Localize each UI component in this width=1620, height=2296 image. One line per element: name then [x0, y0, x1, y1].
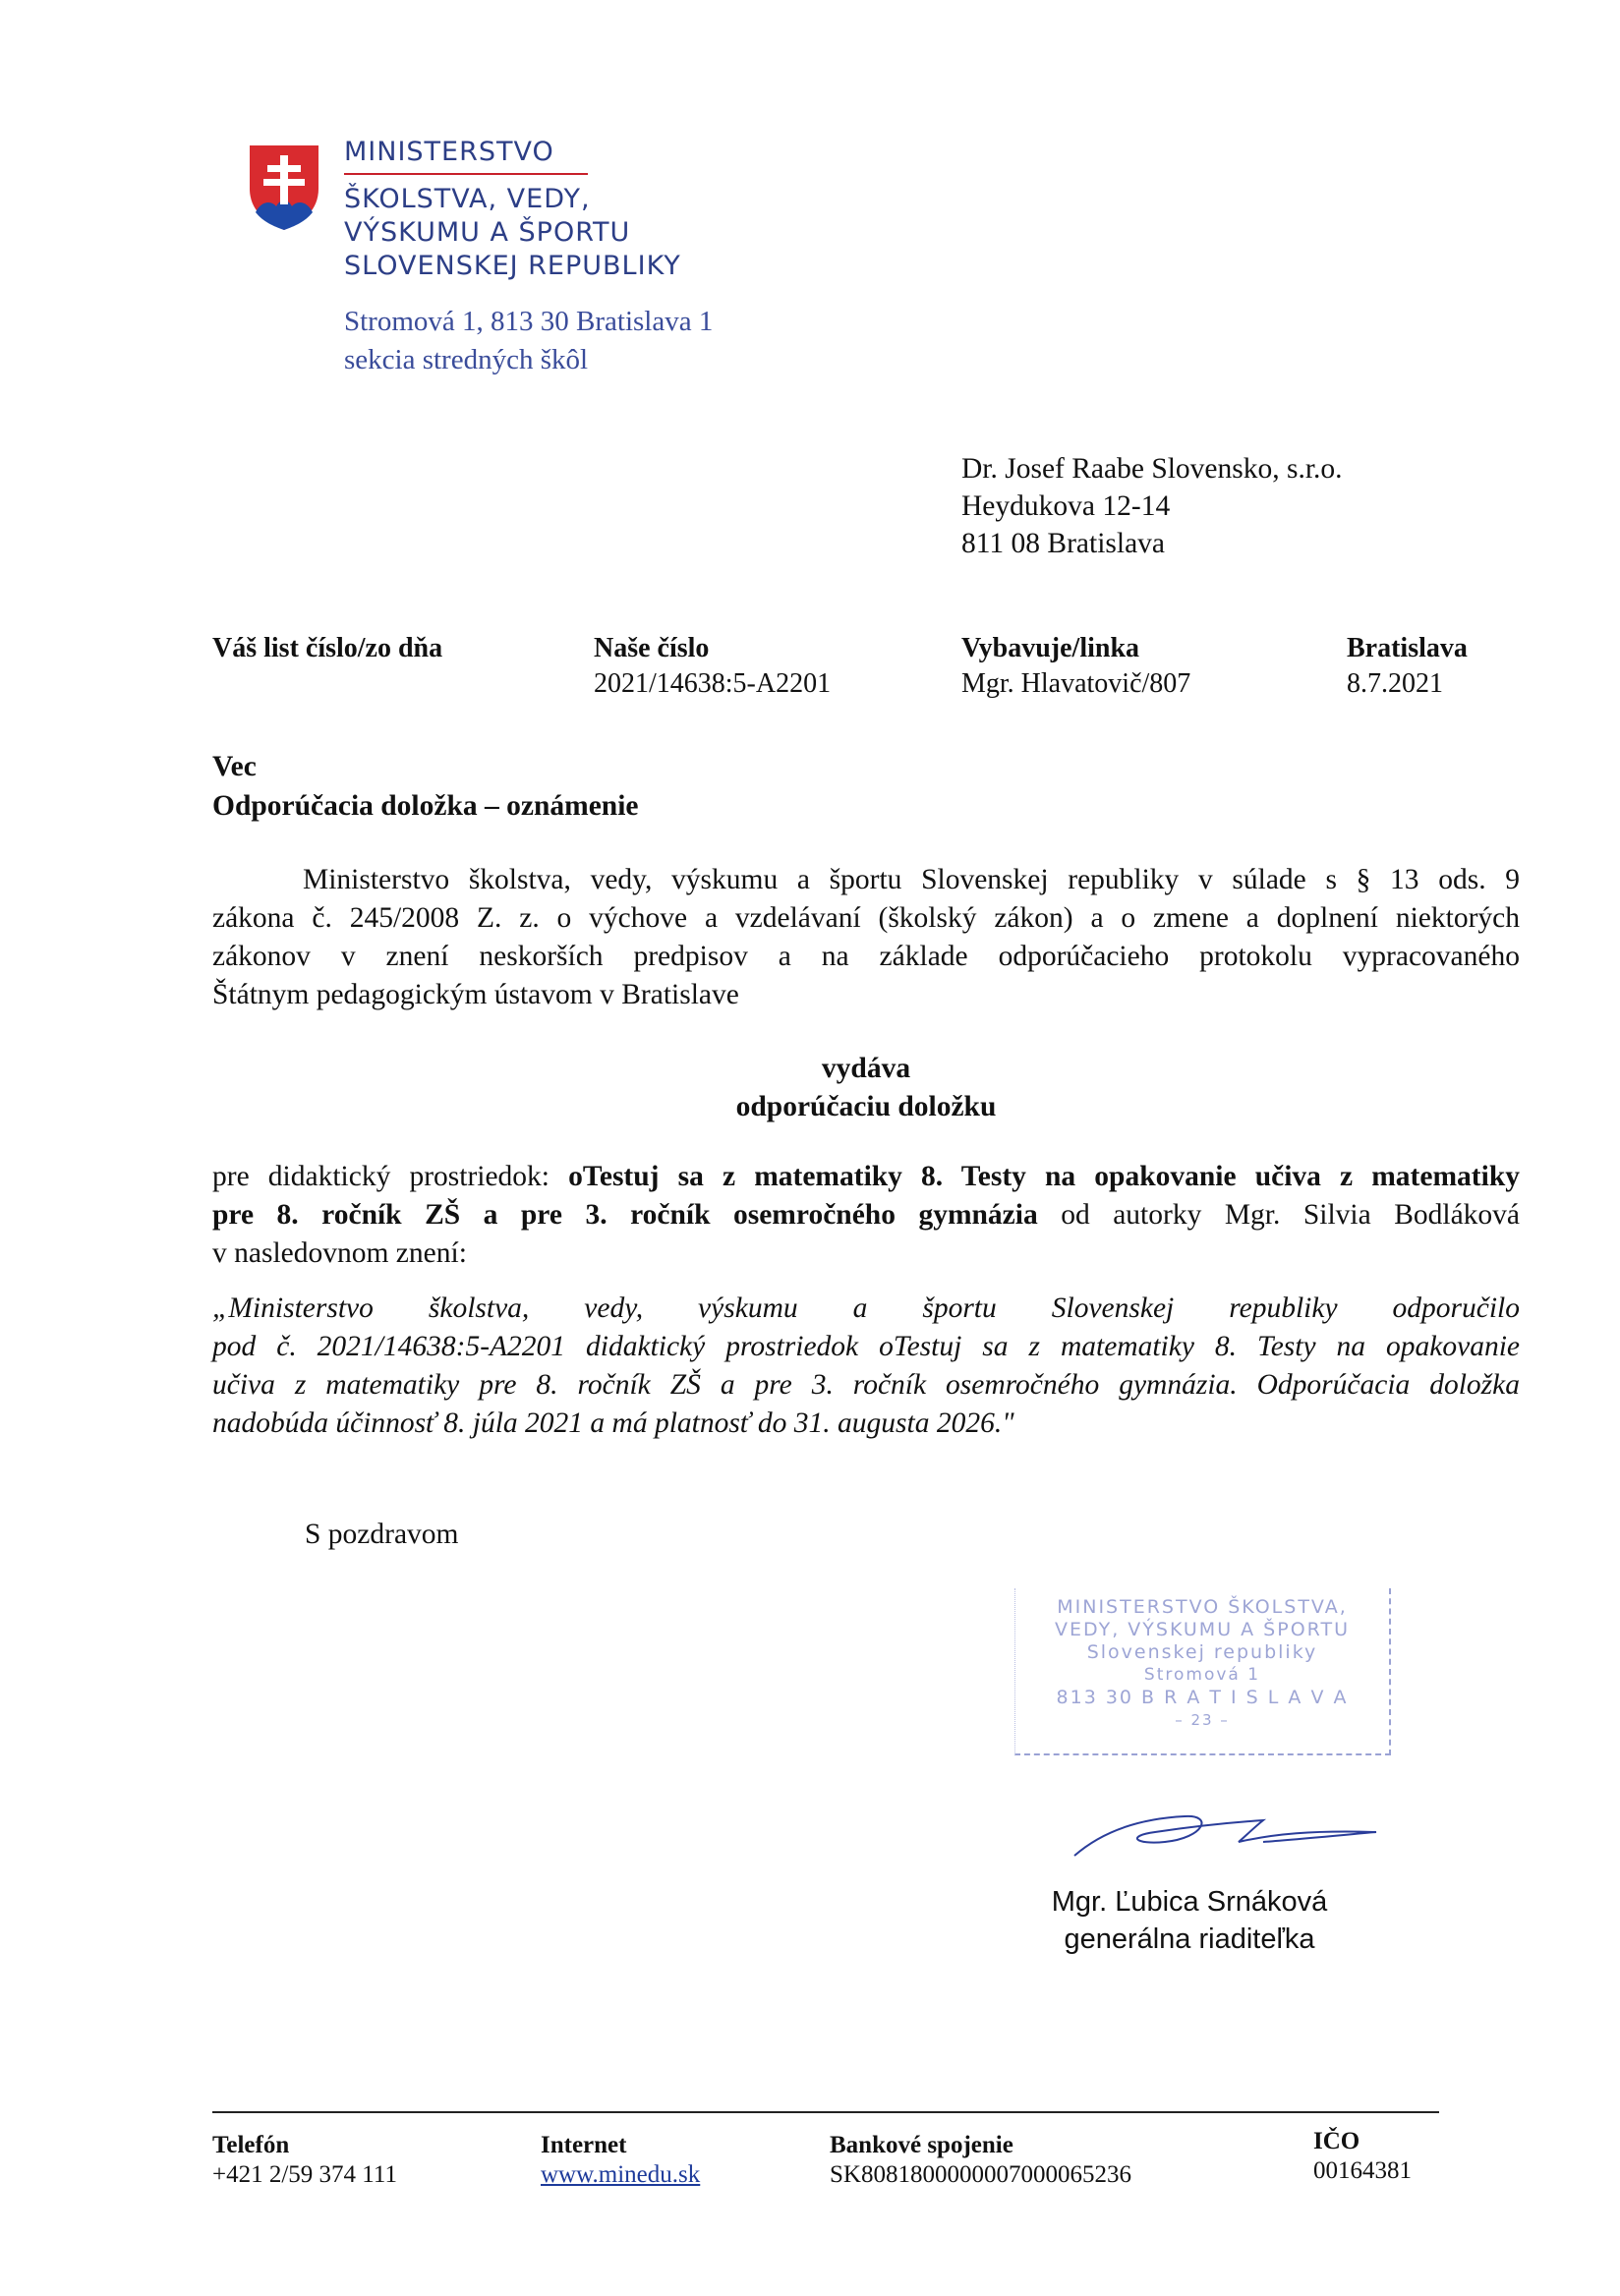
- official-stamp: [1014, 1588, 1391, 1755]
- purpose-line-2-bold: pre 8. ročník ZŠ a pre 3. ročník osemročného gymnázia: [212, 1199, 1038, 1231]
- footer-internet-label: Internet: [541, 2132, 627, 2158]
- quote-line-2: pod č. 2021/14638:5-A2201 didaktický prostriedok oTestuj sa z matematiky 8. Testy na opakovanie: [212, 1331, 1520, 1362]
- purpose-paragraph: [212, 1158, 1520, 1273]
- footer-internet-link[interactable]: www.minedu.sk: [541, 2161, 701, 2188]
- issue-line-1: vydáva: [821, 1053, 911, 1084]
- subject-title: Odporúčacia doložka – oznámenie: [212, 790, 639, 822]
- stamp-line-6: – 23 –: [1175, 1711, 1230, 1729]
- footer-bank-label: Bankové spojenie: [830, 2132, 1013, 2158]
- handwritten-signature: [1067, 1799, 1391, 1867]
- ref-our-number-label: Naše číslo: [594, 633, 710, 663]
- ref-your-letter-label: Váš list číslo/zo dňa: [212, 633, 443, 663]
- intro-line-2: zákona č. 245/2008 Z. z. o výchove a vzdelávaní (školský zákon) a o zmene a doplnení niektorých: [212, 902, 1520, 934]
- recipient-line-3: 811 08 Bratislava: [961, 528, 1166, 559]
- issue-heading: [212, 1050, 1520, 1126]
- letterhead-rule: [344, 173, 588, 175]
- purpose-line-1-normal: pre didaktický prostriedok:: [212, 1161, 569, 1192]
- subject-label: Vec: [212, 751, 257, 782]
- intro-line-1: Ministerstvo školstva, vedy, výskumu a športu Slovenskej republiky v súlade s § 13 ods. 9: [303, 864, 1520, 895]
- signatory-role: generálna riaditeľka: [1064, 1923, 1315, 1955]
- quote-line-4: nadobúda účinnosť 8. júla 2021 a má platnosť do 31. augusta 2026.": [212, 1407, 1014, 1439]
- stamp-line-4: Stromová 1: [1143, 1665, 1261, 1685]
- purpose-line-3: v nasledovnom znení:: [212, 1237, 467, 1269]
- ref-place-label: Bratislava: [1347, 633, 1468, 663]
- intro-line-4: Štátnym pedagogickým ústavom v Bratislave: [212, 979, 739, 1010]
- signatory-name: Mgr. Ľubica Srnáková: [1051, 1886, 1328, 1918]
- purpose-line-2: [212, 1196, 1520, 1234]
- issue-line-2: odporúčaciu doložku: [735, 1091, 997, 1122]
- ref-place-date: [1347, 631, 1468, 702]
- purpose-line-2-normal: od autorky Mgr. Silvia Bodláková: [1037, 1199, 1521, 1231]
- closing-greeting: S pozdravom: [305, 1519, 459, 1550]
- ref-our-number-value: 2021/14638:5-A2201: [594, 668, 832, 699]
- intro-paragraph: [212, 861, 1520, 1014]
- footer-ico-value: 00164381: [1313, 2157, 1412, 2184]
- footer-bank-value: SK8081800000007000065236: [830, 2161, 1131, 2188]
- recipient-address: [961, 450, 1343, 562]
- footer-phone: [212, 2131, 397, 2190]
- recipient-line-1: Dr. Josef Raabe Slovensko, s.r.o.: [961, 453, 1343, 485]
- address-line-1: Stromová 1, 813 30 Bratislava 1: [344, 306, 714, 337]
- stamp-line-5: 813 30 B R A T I S L A V A: [1056, 1687, 1349, 1708]
- footer-ico-label: IČO: [1313, 2128, 1360, 2154]
- signatory-block: [993, 1883, 1386, 1958]
- footer-internet: [541, 2131, 700, 2190]
- ministry-line-3: VÝSKUMU A ŠPORTU: [344, 217, 631, 248]
- ref-handled-by: [961, 631, 1190, 702]
- quote-line-3: učiva z matematiky pre 8. ročník ZŠ a pre 3. ročník osemročného gymnázia. Odporúčacia doložka: [212, 1369, 1520, 1401]
- stamp-line-3: Slovenskej republiky: [1086, 1641, 1318, 1663]
- ref-handled-by-value: Mgr. Hlavatovič/807: [961, 668, 1191, 699]
- quote-line-1: „Ministerstvo školstva, vedy, výskumu a športu Slovenskej republiky odporučilo: [212, 1292, 1520, 1324]
- ministry-line-4: SLOVENSKEJ REPUBLIKY: [344, 251, 681, 281]
- ministry-address: [344, 303, 713, 379]
- ministry-name-rest: [344, 183, 681, 283]
- ministry-line-2: ŠKOLSTVA, VEDY,: [344, 184, 591, 214]
- stamp-line-2: VEDY, VÝSKUMU A ŠPORTU: [1055, 1619, 1350, 1640]
- stamp-line-1: MINISTERSTVO ŠKOLSTVA,: [1057, 1596, 1348, 1618]
- address-line-2: sekcia stredných škôl: [344, 344, 589, 375]
- purpose-line-1: [212, 1158, 1520, 1196]
- footer-ico: [1313, 2127, 1412, 2186]
- ministry-name: [344, 136, 554, 169]
- footer-phone-label: Telefón: [212, 2132, 290, 2158]
- subject-block: [212, 747, 638, 826]
- ref-our-number: [594, 631, 831, 702]
- ministry-line-1: MINISTERSTVO: [344, 137, 554, 167]
- coat-of-arms-logo: [246, 142, 322, 232]
- footer-bank: [830, 2131, 1131, 2190]
- footer-divider: [212, 2111, 1439, 2113]
- ref-date-value: 8.7.2021: [1347, 668, 1443, 699]
- recipient-line-2: Heydukova 12-14: [961, 490, 1171, 522]
- intro-line-3: zákonov v znení neskorších predpisov a na základe odporúčacieho protokolu vypracovaného: [212, 941, 1520, 972]
- footer-phone-value: +421 2/59 374 111: [212, 2161, 397, 2188]
- ref-handled-by-label: Vybavuje/linka: [961, 633, 1140, 663]
- quote-paragraph: [212, 1290, 1520, 1443]
- purpose-line-1-bold: oTestuj sa z matematiky 8. Testy na opakovanie učiva z matematiky: [568, 1161, 1520, 1192]
